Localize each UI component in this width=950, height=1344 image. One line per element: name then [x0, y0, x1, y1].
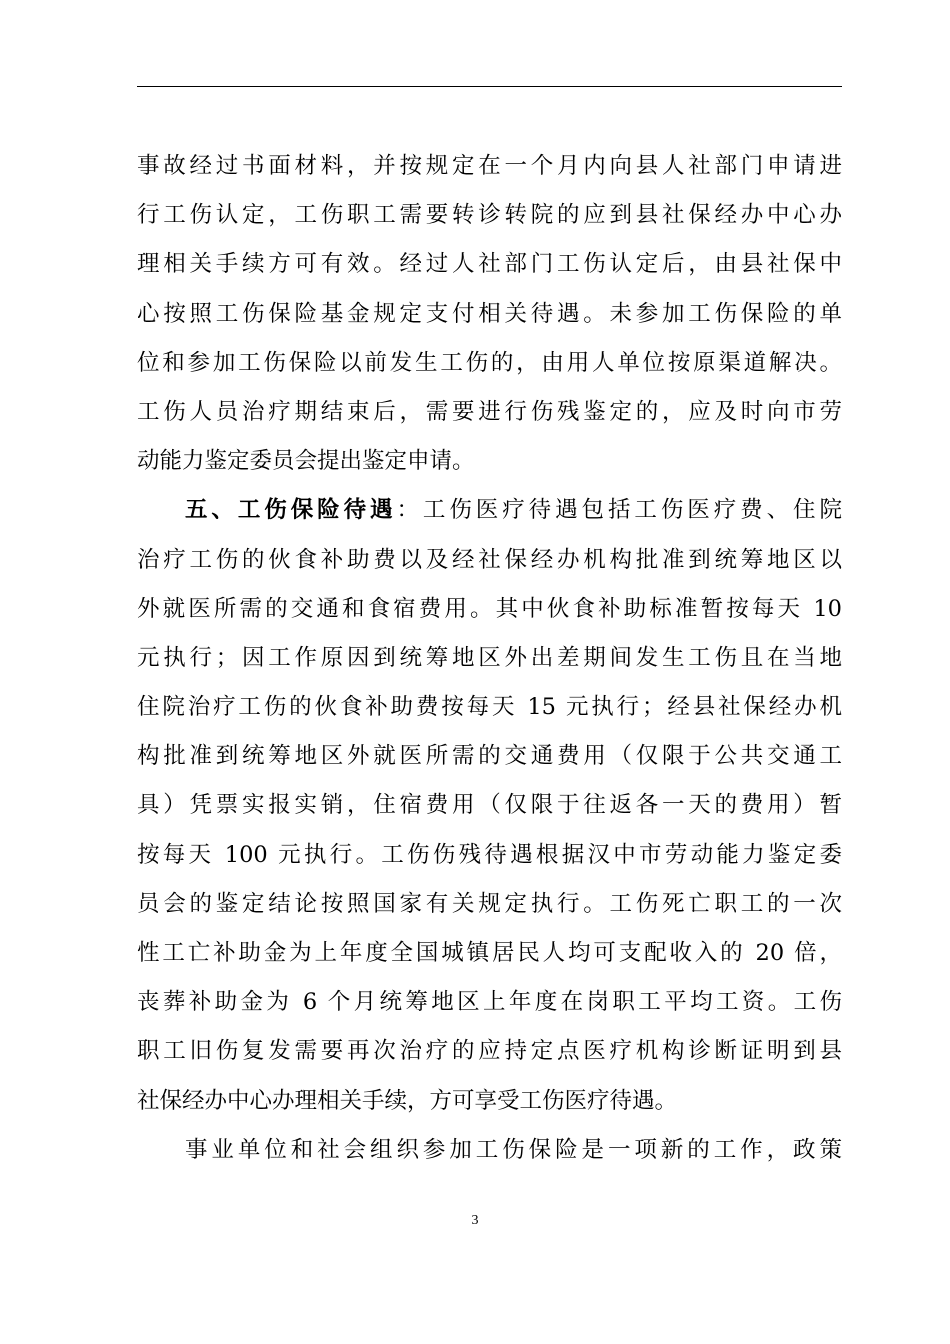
- text-line: 按每天 100 元执行。工伤伤残待遇根据汉中市劳动能力鉴定委: [137, 841, 842, 868]
- text-line: 员会的鉴定结论按照国家有关规定执行。工伤死亡职工的一次: [137, 890, 842, 917]
- text-line: 治疗工伤的伙食补助费以及经社保经办机构批准到统筹地区以: [137, 546, 842, 573]
- text-line: 社保经办中心办理相关手续，方可享受工伤医疗待遇。: [137, 1087, 678, 1114]
- text-line: 职工旧伤复发需要再次治疗的应持定点医疗机构诊断证明到县: [137, 1038, 842, 1065]
- text-line: 心按照工伤保险基金规定支付相关待遇。未参加工伤保险的单: [137, 300, 842, 327]
- text-line: 构批准到统筹地区外就医所需的交通费用（仅限于公共交通工: [137, 743, 842, 770]
- text-line: 动能力鉴定委员会提出鉴定申请。: [137, 448, 475, 475]
- text-line: 住院治疗工伤的伙食补助费按每天 15 元执行；经县社保经办机: [137, 694, 842, 721]
- document-body: [137, 142, 842, 1175]
- text-line-last: 事业单位和社会组织参加工伤保险是一项新的工作，政策: [185, 1136, 842, 1163]
- text-line: 工伤人员治疗期结束后，需要进行伤残鉴定的，应及时向市劳: [137, 398, 842, 425]
- text-line: 丧葬补助金为 6 个月统筹地区上年度在岗职工平均工资。工伤: [137, 989, 842, 1016]
- section-five-first-line: [137, 486, 842, 535]
- text-line: 性工亡补助金为上年度全国城镇居民人均可支配收入的 20 倍，: [137, 940, 842, 966]
- text-line: 元执行；因工作原因到统筹地区外出差期间发生工伤且在当地: [137, 644, 842, 671]
- text-line: 具）凭票实报实销，住宿费用（仅限于往返各一天的费用）暂: [137, 792, 842, 819]
- text-line: 行工伤认定，工伤职工需要转诊转院的应到县社保经办中心办: [137, 202, 842, 229]
- section-first-line-text: ：工伤医疗待遇包括工伤医疗费、住院: [396, 497, 842, 524]
- header-rule: [137, 86, 842, 87]
- text-line: 位和参加工伤保险以前发生工伤的，由用人单位按原渠道解决。: [137, 349, 842, 376]
- text-line: 理相关手续方可有效。经过人社部门工伤认定后，由县社保中: [137, 251, 842, 278]
- section-heading: 五、工伤保险待遇: [185, 497, 397, 524]
- text-line: 事故经过书面材料，并按规定在一个月内向县人社部门申请进: [137, 153, 842, 179]
- text-line: 外就医所需的交通和食宿费用。其中伙食补助标准暂按每天 10: [137, 595, 842, 622]
- page-number: 3: [471, 1213, 479, 1228]
